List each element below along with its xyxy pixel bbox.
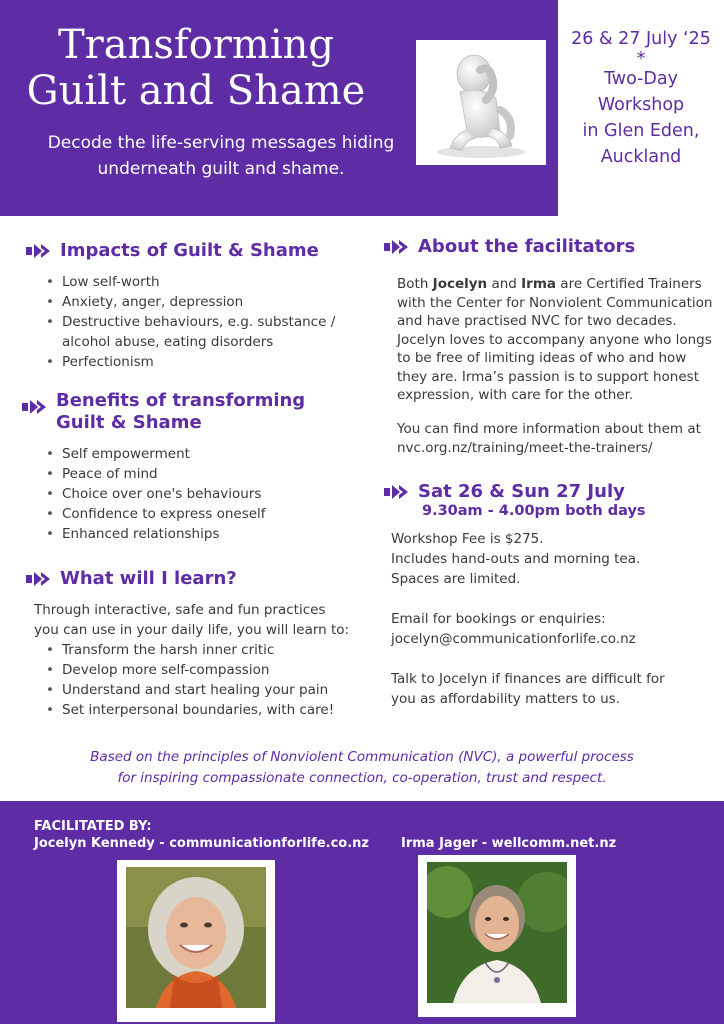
list-item: • Self empowerment <box>46 444 266 464</box>
arrow-icon <box>26 243 52 259</box>
facilitators-heading <box>384 236 635 258</box>
fee-line: Workshop Fee is $275. <box>391 531 544 547</box>
sitting-figure-icon <box>416 40 546 165</box>
learn-intro-line-1: Through interactive, safe and fun practices <box>34 602 326 618</box>
subtitle-line-1: Decode the life-serving messages hiding <box>47 133 395 153</box>
impacts-heading-text: Impacts of Guilt & Shame <box>60 240 319 261</box>
list-item: • Peace of mind <box>46 464 266 484</box>
list-item: • Develop more self-compassion <box>46 660 334 680</box>
list-item: • Set interpersonal boundaries, with care! <box>46 700 334 720</box>
benefits-heading <box>22 390 305 434</box>
jocelyn-portrait <box>117 860 275 1022</box>
irma-portrait <box>418 855 576 1017</box>
fee-info <box>391 529 640 589</box>
footer-band <box>0 801 724 1024</box>
nvc-quote-line-2: for inspiring compassionate connection, co-operation, trust and respect. <box>117 770 607 786</box>
finance-line-2: you as affordability matters to us. <box>391 691 620 707</box>
arrow-icon <box>22 399 48 415</box>
facilitators-bio <box>397 275 712 405</box>
bio-line: they are. Irma’s passion is to support honest <box>397 368 699 385</box>
list-item: • Understand and start healing your pain <box>46 680 334 700</box>
title-line-2: Guilt and Shame <box>26 68 366 114</box>
more-info <box>397 420 701 457</box>
benefits-heading-line-2: Guilt & Shame <box>56 412 202 433</box>
bio-text: Both <box>397 276 433 292</box>
list-item-continuation: alcohol abuse, eating disorders <box>62 334 274 350</box>
list-item: • Low self-worth <box>46 272 335 292</box>
list-item: • Enhanced relationships <box>46 524 266 544</box>
irma-photo <box>427 862 567 1003</box>
nvc-quote-line-1: Based on the principles of Nonviolent Communication (NVC), a powerful process <box>90 749 634 765</box>
benefits-list <box>46 444 266 544</box>
event-info-panel <box>562 26 720 170</box>
learn-heading <box>26 568 237 590</box>
event-line-2: Workshop <box>597 95 685 115</box>
name-irma: Irma <box>521 276 557 292</box>
name-jocelyn: Jocelyn <box>432 276 488 292</box>
booking-info <box>391 609 636 649</box>
impacts-heading <box>26 240 319 262</box>
subtitle-line-2: underneath guilt and shame. <box>97 159 345 179</box>
arrow-icon <box>26 571 52 587</box>
bio-line: to be free of limiting ideas of who and how <box>397 350 687 366</box>
schedule-heading <box>384 481 625 503</box>
list-item: • Perfectionism <box>46 352 335 372</box>
trainers-link[interactable]: nvc.org.nz/training/meet-the-trainers/ <box>397 439 653 456</box>
hero-banner <box>0 0 558 216</box>
facilitators-heading-text: About the facilitators <box>418 236 636 257</box>
arrow-icon <box>384 239 410 255</box>
limited-line: Spaces are limited. <box>391 571 521 587</box>
bio-line-0 <box>397 275 712 294</box>
bio-line: and have practised NVC for two decades. <box>397 313 677 329</box>
impacts-list <box>46 272 335 372</box>
email-label: Email for bookings or enquiries: <box>391 611 606 627</box>
list-item: • Choice over one's behaviours <box>46 484 266 504</box>
jocelyn-photo <box>126 867 266 1008</box>
learn-intro <box>34 600 349 640</box>
event-line-3: in Glen Eden, <box>582 121 700 141</box>
learn-intro-line-2: you can use in your daily life, you will learn to: <box>34 622 350 638</box>
list-item: • Destructive behaviours, e.g. substance / <box>46 312 335 332</box>
schedule-time: 9.30am - 4.00pm both days <box>422 503 646 519</box>
sad-figure-image <box>416 40 546 165</box>
arrow-icon <box>384 484 410 500</box>
event-line-4: Auckland <box>600 147 682 167</box>
finance-line-1: Talk to Jocelyn if finances are difficult for <box>391 671 665 687</box>
schedule-heading-text: Sat 26 & Sun 27 July <box>418 481 625 502</box>
more-info-text: You can find more information about them at <box>397 421 701 437</box>
facilitated-by-label: FACILITATED BY: <box>34 819 152 834</box>
event-star: * <box>636 49 646 69</box>
learn-heading-text: What will I learn? <box>60 568 237 589</box>
learn-list <box>46 640 334 720</box>
jocelyn-credit[interactable]: Jocelyn Kennedy - communicationforlife.co.nz <box>34 836 369 851</box>
email-link[interactable]: jocelyn@communicationforlife.co.nz <box>391 631 636 647</box>
benefits-heading-line-1: Benefits of transforming <box>56 390 306 411</box>
bio-text: are Certified Trainers <box>556 276 702 292</box>
bio-text: and <box>487 276 522 292</box>
list-item: • Transform the harsh inner critic <box>46 640 334 660</box>
bio-line: expression, with care for the other. <box>397 387 634 403</box>
irma-credit[interactable]: Irma Jager - wellcomm.net.nz <box>401 836 617 851</box>
title-line-1: Transforming <box>57 22 335 68</box>
bio-line: Jocelyn loves to accompany anyone who longs <box>397 331 712 348</box>
bio-line: with the Center for Nonviolent Communication <box>397 294 713 311</box>
list-item: • Anxiety, anger, depression <box>46 292 335 312</box>
event-line-1: Two-Day <box>603 69 678 89</box>
includes-line: Includes hand-outs and morning tea. <box>391 551 641 567</box>
finance-note <box>391 669 665 709</box>
event-date: 26 & 27 July ‘25 <box>571 29 711 49</box>
list-item: • Confidence to express oneself <box>46 504 266 524</box>
